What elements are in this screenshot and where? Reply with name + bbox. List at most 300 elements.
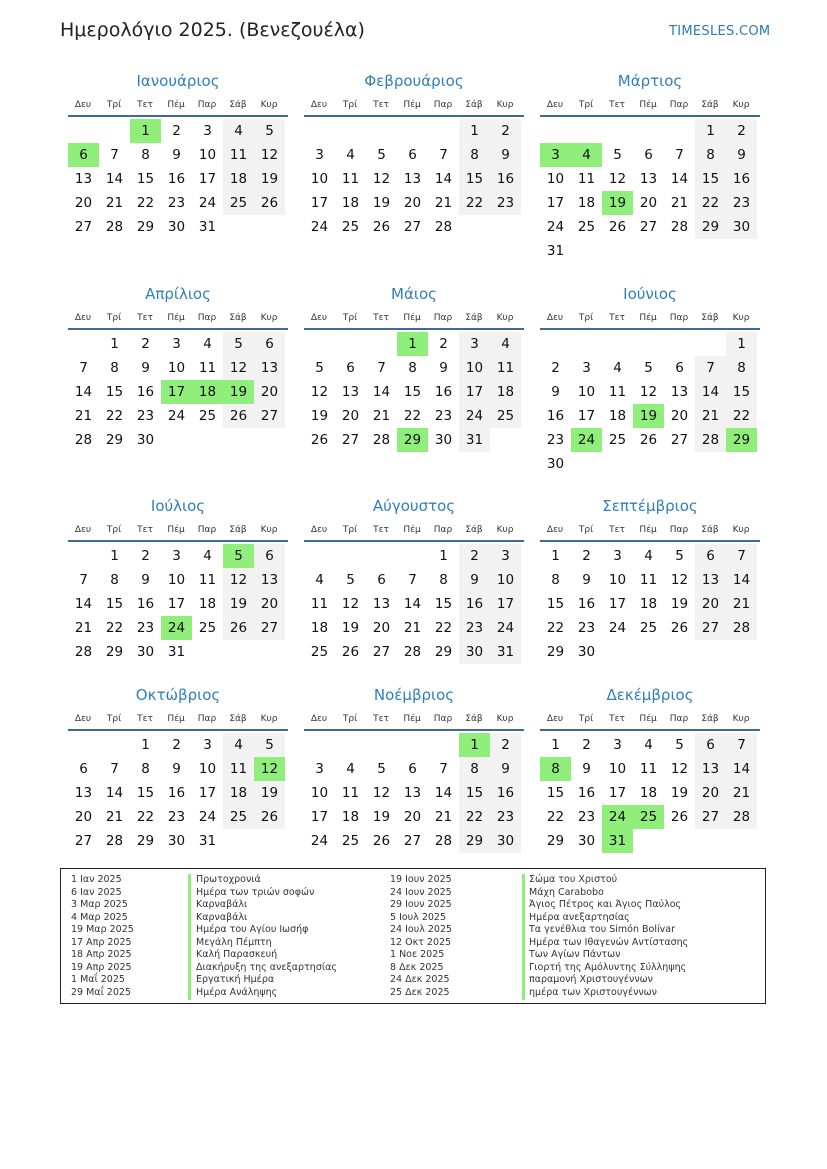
month-name: Αύγουστος	[372, 497, 456, 515]
day-cell: 1	[726, 332, 757, 356]
day-cell: 8	[408, 360, 417, 376]
day-cell: 27	[74, 219, 93, 235]
day-cell: 14	[74, 596, 93, 612]
weekday-header: Τετ	[609, 525, 625, 535]
day-cell: 5	[377, 147, 386, 163]
weekday-rule	[68, 328, 288, 330]
day-cell: 28	[372, 432, 391, 448]
day-cell: 9	[459, 568, 490, 592]
day-cell: 13	[403, 171, 422, 187]
holiday-cell: 24	[571, 428, 602, 452]
day-cell: 22	[434, 620, 453, 636]
holiday-cell: 25	[633, 805, 664, 829]
weekday-header: Σάβ	[229, 525, 247, 535]
day-cell: 18	[639, 785, 658, 801]
weekday-header: Σάβ	[701, 525, 719, 535]
weekday-header: Δευ	[74, 100, 92, 110]
day-cell: 2	[172, 737, 181, 753]
day-cell: 24	[198, 809, 217, 825]
day-cell: 8	[439, 572, 448, 588]
day-cell: 27	[403, 219, 422, 235]
weekday-header: Παρ	[197, 100, 217, 110]
day-cell: 2	[551, 360, 560, 376]
day-cell: 2	[726, 119, 757, 143]
day-cell: 26	[608, 219, 627, 235]
day-cell: 2	[172, 123, 181, 139]
day-cell: 10	[608, 761, 627, 777]
day-cell: 19	[254, 167, 285, 191]
day-cell: 10	[310, 785, 329, 801]
day-cell: 16	[136, 596, 155, 612]
holiday-cell: 29	[397, 428, 428, 452]
day-cell: 27	[695, 805, 726, 829]
weekday-header: Δευ	[546, 714, 564, 724]
day-cell: 16	[167, 785, 186, 801]
day-cell: 11	[223, 143, 254, 167]
day-cell: 18	[490, 380, 521, 404]
day-cell: 16	[577, 785, 596, 801]
weekday-header: Δευ	[74, 714, 92, 724]
day-cell: 27	[74, 833, 93, 849]
weekday-header: Τρί	[342, 714, 358, 724]
holiday-cell: 19	[223, 380, 254, 404]
day-cell: 2	[582, 548, 591, 564]
day-cell: 3	[582, 360, 591, 376]
day-cell: 25	[639, 620, 658, 636]
site-link[interactable]: TIMESLES.COM	[669, 24, 771, 39]
weekday-header: Δευ	[310, 313, 328, 323]
legend-date: 1 Ιαν 2025	[71, 874, 122, 885]
day-cell: 30	[136, 644, 155, 660]
weekday-rule	[540, 115, 760, 117]
day-cell: 6	[695, 733, 726, 757]
weekday-header: Σάβ	[465, 100, 483, 110]
day-cell: 4	[490, 332, 521, 356]
day-cell: 18	[223, 781, 254, 805]
day-cell: 1	[459, 119, 490, 143]
day-cell: 14	[726, 757, 757, 781]
legend-date: 25 Δεκ 2025	[390, 986, 450, 998]
day-cell: 23	[459, 616, 490, 640]
day-cell: 23	[577, 809, 596, 825]
day-cell: 29	[136, 219, 155, 235]
day-cell: 12	[670, 572, 689, 588]
weekday-header: Σάβ	[701, 714, 719, 724]
legend-holiday-name: Εργατική Ημέρα	[196, 974, 275, 985]
weekday-header: Δευ	[546, 313, 564, 323]
day-cell: 6	[346, 360, 355, 376]
day-cell: 9	[726, 143, 757, 167]
holiday-cell: 1	[459, 733, 490, 757]
weekday-header: Σάβ	[465, 313, 483, 323]
day-cell: 24	[198, 195, 217, 211]
day-cell: 12	[310, 384, 329, 400]
weekday-header: Τετ	[373, 714, 389, 724]
day-cell: 17	[459, 380, 490, 404]
day-cell: 23	[167, 195, 186, 211]
day-cell: 2	[490, 733, 521, 757]
day-cell: 23	[577, 620, 596, 636]
month-name: Ιανουάριος	[136, 72, 220, 90]
weekday-header: Παρ	[433, 525, 453, 535]
day-cell: 15	[726, 380, 757, 404]
weekday-header: Σάβ	[229, 313, 247, 323]
day-cell: 12	[254, 143, 285, 167]
day-cell: 1	[110, 548, 119, 564]
day-cell: 26	[372, 219, 391, 235]
day-cell: 12	[639, 384, 658, 400]
day-cell: 22	[459, 805, 490, 829]
day-cell: 4	[223, 733, 254, 757]
day-cell: 25	[223, 191, 254, 215]
day-cell: 20	[639, 195, 658, 211]
weekday-header: Δευ	[546, 525, 564, 535]
day-cell: 15	[459, 167, 490, 191]
day-cell: 5	[254, 733, 285, 757]
day-cell: 8	[110, 360, 119, 376]
day-cell: 19	[670, 596, 689, 612]
day-cell: 17	[608, 785, 627, 801]
weekday-header: Παρ	[197, 313, 217, 323]
day-cell: 28	[726, 616, 757, 640]
legend-date: 24 Ιουν 2025	[390, 886, 452, 898]
day-cell: 30	[434, 432, 453, 448]
month-name: Μάρτιος	[617, 72, 683, 90]
day-cell: 6	[408, 761, 417, 777]
holiday-cell: 19	[633, 404, 664, 428]
day-cell: 4	[315, 572, 324, 588]
day-cell: 3	[613, 548, 622, 564]
day-cell: 15	[136, 171, 155, 187]
legend-holiday-name: Διακήρυξη της ανεξαρτησίας	[196, 961, 337, 973]
day-cell: 13	[341, 384, 360, 400]
legend-dates-left	[71, 874, 134, 999]
holiday-cell: 6	[68, 143, 99, 167]
day-cell: 8	[551, 572, 560, 588]
day-cell: 13	[74, 785, 93, 801]
month-name: Φεβρουάριος	[364, 72, 464, 90]
day-cell: 17	[167, 596, 186, 612]
day-cell: 21	[434, 195, 453, 211]
day-cell: 24	[310, 219, 329, 235]
day-cell: 24	[459, 404, 490, 428]
day-cell: 25	[577, 219, 596, 235]
day-cell: 14	[434, 171, 453, 187]
day-cell: 17	[546, 195, 565, 211]
day-cell: 1	[141, 737, 150, 753]
weekday-header: Παρ	[433, 100, 453, 110]
weekday-header: Πέμ	[403, 714, 421, 724]
weekday-rule	[304, 328, 524, 330]
weekday-header: Κυρ	[260, 714, 278, 724]
day-cell: 30	[546, 456, 565, 472]
weekday-header: Κυρ	[260, 525, 278, 535]
weekday-header: Τετ	[373, 100, 389, 110]
day-cell: 17	[198, 785, 217, 801]
day-cell: 9	[582, 572, 591, 588]
day-cell: 8	[459, 143, 490, 167]
day-cell: 29	[459, 829, 490, 853]
day-cell: 16	[167, 171, 186, 187]
day-cell: 3	[172, 336, 181, 352]
weekday-header: Πέμ	[167, 313, 185, 323]
day-cell: 5	[644, 360, 653, 376]
day-cell: 28	[403, 644, 422, 660]
weekday-header: Κυρ	[260, 313, 278, 323]
weekday-header: Τετ	[137, 100, 153, 110]
day-cell: 13	[403, 785, 422, 801]
day-cell: 14	[434, 785, 453, 801]
day-cell: 20	[695, 781, 726, 805]
month-name: Ιούνιος	[623, 285, 677, 303]
day-cell: 20	[403, 809, 422, 825]
day-cell: 9	[439, 360, 448, 376]
day-cell: 10	[490, 568, 521, 592]
day-cell: 24	[310, 833, 329, 849]
day-cell: 4	[644, 737, 653, 753]
day-cell: 20	[341, 408, 360, 424]
legend-date: 18 Απρ 2025	[71, 949, 132, 960]
weekday-header: Τετ	[137, 714, 153, 724]
day-cell: 26	[639, 432, 658, 448]
day-cell: 6	[254, 544, 285, 568]
weekday-header: Κυρ	[496, 525, 514, 535]
day-cell: 4	[346, 147, 355, 163]
day-cell: 26	[310, 432, 329, 448]
day-cell: 21	[74, 408, 93, 424]
day-cell: 25	[608, 432, 627, 448]
weekday-header: Τρί	[106, 714, 122, 724]
day-cell: 2	[459, 544, 490, 568]
day-cell: 3	[490, 544, 521, 568]
holiday-cell: 12	[254, 757, 285, 781]
weekday-header: Δευ	[310, 100, 328, 110]
weekday-header: Τετ	[137, 313, 153, 323]
day-cell: 1	[551, 548, 560, 564]
holiday-cell: 24	[602, 805, 633, 829]
day-cell: 21	[372, 408, 391, 424]
weekday-rule	[540, 328, 760, 330]
day-cell: 3	[203, 737, 212, 753]
legend-date: 6 Ιαν 2025	[71, 886, 122, 898]
day-cell: 14	[670, 171, 689, 187]
legend-holiday-name: Σώμα του Χριστού	[529, 874, 618, 885]
day-cell: 14	[105, 785, 124, 801]
weekday-header: Τρί	[578, 714, 594, 724]
day-cell: 15	[136, 785, 155, 801]
day-cell: 5	[675, 737, 684, 753]
legend-holiday-name: Των Αγίων Πάντων	[529, 949, 621, 960]
day-cell: 31	[546, 243, 565, 259]
day-cell: 18	[198, 596, 217, 612]
day-cell: 21	[403, 620, 422, 636]
legend-holiday-name: Καλή Παρασκευή	[196, 949, 278, 960]
day-cell: 4	[644, 548, 653, 564]
day-cell: 15	[459, 781, 490, 805]
weekday-header: Κυρ	[732, 525, 750, 535]
day-cell: 14	[105, 171, 124, 187]
day-cell: 14	[726, 568, 757, 592]
day-cell: 7	[439, 147, 448, 163]
day-cell: 11	[341, 171, 360, 187]
day-cell: 30	[726, 215, 757, 239]
weekday-header: Παρ	[669, 525, 689, 535]
day-cell: 8	[459, 757, 490, 781]
day-cell: 9	[141, 572, 150, 588]
day-cell: 11	[639, 761, 658, 777]
day-cell: 31	[198, 219, 217, 235]
day-cell: 31	[198, 833, 217, 849]
day-cell: 4	[613, 360, 622, 376]
legend-holiday-name: Πρωτοχρονιά	[196, 874, 261, 885]
day-cell: 22	[136, 809, 155, 825]
day-cell: 7	[110, 147, 119, 163]
weekday-header: Κυρ	[732, 313, 750, 323]
weekday-header: Δευ	[546, 100, 564, 110]
weekday-rule	[540, 729, 760, 731]
day-cell: 22	[459, 191, 490, 215]
day-cell: 14	[372, 384, 391, 400]
day-cell: 11	[608, 384, 627, 400]
day-cell: 27	[670, 432, 689, 448]
day-cell: 22	[105, 620, 124, 636]
weekday-header: Πέμ	[167, 714, 185, 724]
legend-holiday-name: Μεγάλη Πέμπτη	[196, 936, 272, 948]
day-cell: 20	[372, 620, 391, 636]
day-cell: 21	[434, 809, 453, 825]
day-cell: 2	[490, 119, 521, 143]
day-cell: 4	[346, 761, 355, 777]
day-cell: 22	[403, 408, 422, 424]
weekday-header: Πέμ	[403, 525, 421, 535]
weekday-header: Δευ	[74, 313, 92, 323]
day-cell: 8	[695, 143, 726, 167]
page-title: Ημερολόγιο 2025. (Βενεζουέλα)	[60, 19, 365, 41]
day-cell: 16	[434, 384, 453, 400]
legend-holiday-name: Γιορτή της Αμόλυντης Σύλληψης	[529, 961, 687, 973]
day-cell: 11	[223, 757, 254, 781]
weekday-header: Τετ	[373, 525, 389, 535]
day-cell: 10	[167, 360, 186, 376]
day-cell: 24	[608, 620, 627, 636]
day-cell: 26	[254, 805, 285, 829]
legend-date: 19 Ιουν 2025	[390, 874, 452, 885]
day-cell: 1	[110, 336, 119, 352]
weekday-header: Σάβ	[229, 100, 247, 110]
day-cell: 28	[105, 219, 124, 235]
day-cell: 1	[695, 119, 726, 143]
day-cell: 20	[670, 408, 689, 424]
weekday-header: Πέμ	[639, 100, 657, 110]
day-cell: 29	[546, 833, 565, 849]
day-cell: 1	[551, 737, 560, 753]
day-cell: 15	[105, 384, 124, 400]
day-cell: 7	[79, 360, 88, 376]
day-cell: 25	[198, 620, 217, 636]
weekday-header: Παρ	[669, 714, 689, 724]
legend-date: 24 Ιουλ 2025	[390, 924, 453, 935]
day-cell: 7	[675, 147, 684, 163]
day-cell: 21	[670, 195, 689, 211]
month-name: Μάιος	[391, 285, 437, 303]
legend-divider-right	[522, 874, 525, 1000]
day-cell: 11	[198, 572, 217, 588]
month-name: Απρίλιος	[145, 285, 211, 303]
weekday-header: Τρί	[106, 100, 122, 110]
day-cell: 3	[203, 123, 212, 139]
legend-date: 24 Δεκ 2025	[390, 974, 450, 985]
weekday-rule	[68, 540, 288, 542]
month-name: Δεκέμβριος	[606, 686, 694, 704]
weekday-header: Παρ	[197, 714, 217, 724]
day-cell: 25	[341, 833, 360, 849]
day-cell: 6	[675, 360, 684, 376]
day-cell: 26	[670, 620, 689, 636]
day-cell: 23	[546, 432, 565, 448]
weekday-header: Κυρ	[260, 100, 278, 110]
day-cell: 17	[310, 195, 329, 211]
day-cell: 28	[74, 644, 93, 660]
weekday-rule	[304, 729, 524, 731]
holiday-cell: 3	[540, 143, 571, 167]
weekday-header: Παρ	[433, 714, 453, 724]
holiday-cell: 18	[192, 380, 223, 404]
weekday-header: Κυρ	[496, 714, 514, 724]
day-cell: 29	[105, 644, 124, 660]
holiday-cell: 17	[161, 380, 192, 404]
day-cell: 29	[695, 215, 726, 239]
legend-holiday-name: Άγιος Πέτρος και Άγιος Παύλος	[529, 899, 682, 910]
day-cell: 18	[608, 408, 627, 424]
day-cell: 11	[198, 360, 217, 376]
day-cell: 22	[726, 404, 757, 428]
day-cell: 20	[74, 195, 93, 211]
day-cell: 19	[372, 195, 391, 211]
legend-date: 3 Μαρ 2025	[71, 899, 128, 910]
weekday-header: Τετ	[609, 313, 625, 323]
day-cell: 14	[403, 596, 422, 612]
day-cell: 28	[74, 432, 93, 448]
weekday-header: Σάβ	[465, 714, 483, 724]
day-cell: 15	[434, 596, 453, 612]
day-cell: 7	[439, 761, 448, 777]
day-cell: 6	[254, 332, 285, 356]
day-cell: 25	[341, 219, 360, 235]
day-cell: 10	[459, 356, 490, 380]
legend-date: 5 Ιουλ 2025	[390, 911, 446, 923]
day-cell: 30	[490, 829, 521, 853]
day-cell: 1	[439, 548, 448, 564]
weekday-header: Κυρ	[496, 313, 514, 323]
holiday-cell: 19	[602, 191, 633, 215]
day-cell: 14	[74, 384, 93, 400]
day-cell: 23	[136, 620, 155, 636]
legend-holiday-name: Ημέρα ανεξαρτησίας	[529, 911, 630, 923]
weekday-header: Τετ	[137, 525, 153, 535]
legend-holiday-name: Ημέρα του Αγίου Ιωσήφ	[196, 924, 309, 935]
day-cell: 12	[372, 785, 391, 801]
month-name: Νοέμβριος	[373, 686, 455, 704]
legend-date: 8 Δεκ 2025	[390, 961, 444, 973]
weekday-header: Παρ	[669, 313, 689, 323]
day-cell: 3	[459, 332, 490, 356]
day-cell: 30	[167, 219, 186, 235]
day-cell: 9	[141, 360, 150, 376]
day-cell: 6	[79, 761, 88, 777]
day-cell: 8	[110, 572, 119, 588]
day-cell: 17	[310, 809, 329, 825]
day-cell: 10	[198, 761, 217, 777]
